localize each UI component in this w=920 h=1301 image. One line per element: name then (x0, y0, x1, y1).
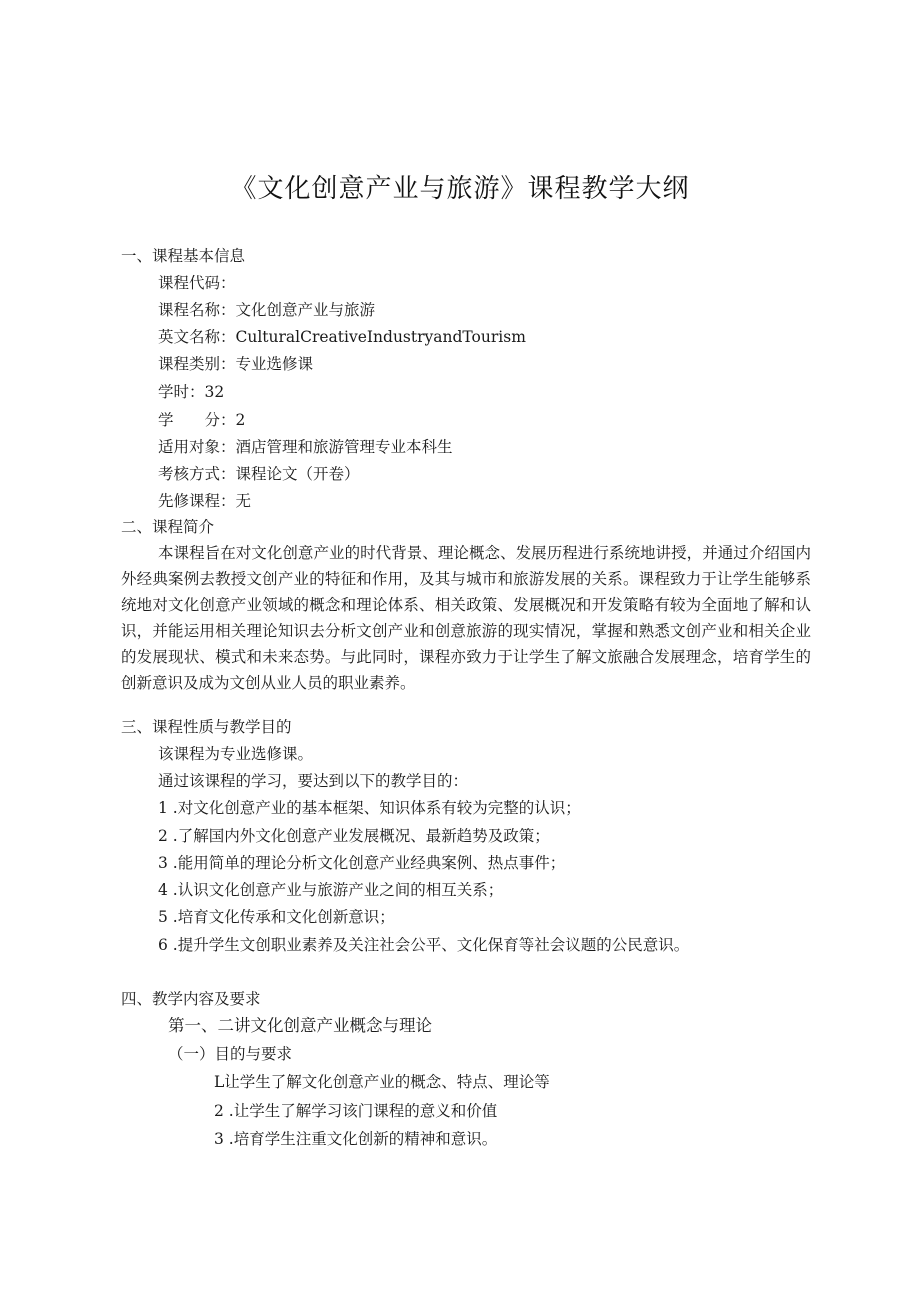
requirement-item: 3 .培育学生注重文化创新的精神和意识。 (214, 1130, 498, 1148)
requirement-item: L让学生了解文化创意产业的概念、特点、理论等 (214, 1073, 550, 1091)
goal-item: 4 .认识文化创意产业与旅游产业之间的相互关系； (158, 881, 504, 899)
sub-heading-objectives: （一）目的与要求 (168, 1045, 293, 1063)
goal-item: 1 .对文化创意产业的基本框架、知识体系有较为完整的认识； (158, 799, 581, 817)
info-english-name: 英文名称：CulturalCreativeIndustryandTourism (158, 328, 526, 346)
info-course-category: 课程类别：专业选修课 (158, 355, 314, 373)
info-assessment: 考核方式：课程论文（开卷） (158, 465, 360, 483)
info-credits: 学 分：2 (158, 411, 246, 429)
info-prerequisites: 先修课程：无 (158, 492, 252, 510)
goal-item: 2 .了解国内外文化创意产业发展概况、最新趋势及政策； (158, 827, 550, 845)
section-heading-content: 四、教学内容及要求 (121, 990, 261, 1008)
info-hours: 学时：32 (158, 383, 225, 401)
info-target-students: 适用对象：酒店管理和旅游管理专业本科生 (158, 438, 453, 456)
requirement-item: 2 .让学生了解学习该门课程的意义和价值 (214, 1102, 498, 1120)
introduction-paragraph: 本课程旨在对文化创意产业的时代背景、理论概念、发展历程进行系统地讲授，并通过介绍国内外经典案例去教授文创产业的特征和作用，及其与城市和旅游发展的关系。课程致力于让学生能够系统地对文化创意产业领域的概念和理论体系、相关政策、发展概况和开发策略有较为全面地了解和认识，并能运用相关理论知识去分析文创产业和创意旅游的现实情况，掌握和熟悉文创产业和相关企业的发展现状、模式和未来态势。与此同时，课程亦致力于让学生了解文旅融合发展理念，培育学生的创新意识及成为文创从业人员的职业素养。 (121, 544, 811, 692)
section-heading-basic-info: 一、课程基本信息 (121, 247, 246, 265)
nature-statement: 该课程为专业选修课。 (158, 745, 314, 763)
info-course-name: 课程名称：文化创意产业与旅游 (158, 301, 376, 319)
document-title: 《文化创意产业与旅游》课程教学大纲 (230, 174, 690, 204)
info-course-code: 课程代码： (158, 274, 236, 292)
section-heading-introduction: 二、课程简介 (121, 518, 215, 536)
goal-item: 5 .培育文化传承和文化创新意识； (158, 908, 395, 926)
section-heading-nature-goals: 三、课程性质与教学目的 (121, 718, 292, 736)
goals-intro: 通过该课程的学习，要达到以下的教学目的： (158, 772, 469, 790)
goal-item: 3 .能用简单的理论分析文化创意产业经典案例、热点事件； (158, 854, 566, 872)
goal-item: 6 .提升学生文创职业素养及关注社会公平、文化保育等社会议题的公民意识。 (158, 936, 690, 954)
lecture-title: 第一、二讲文化创意产业概念与理论 (168, 1016, 432, 1035)
